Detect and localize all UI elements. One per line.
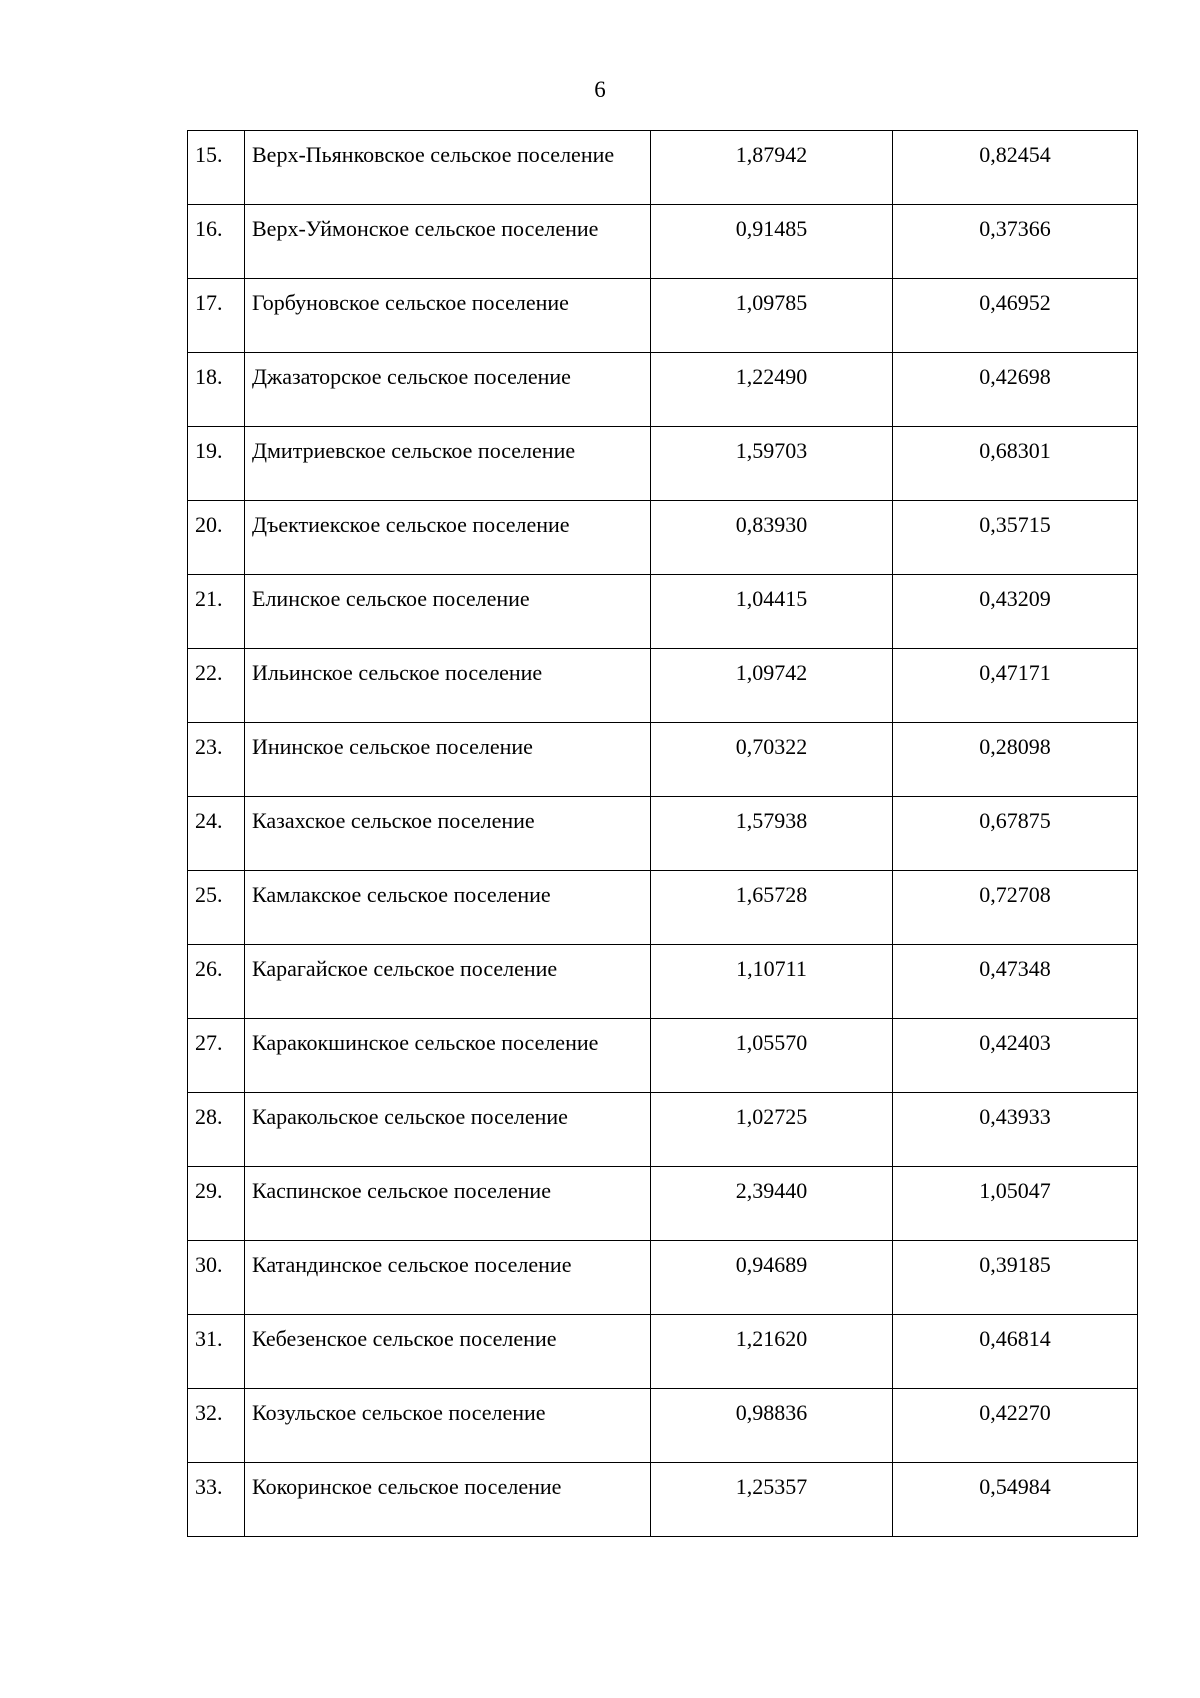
table-row [188,797,1138,871]
table-row [188,575,1138,649]
value-1-cell: 0,91485 [651,205,893,279]
value-2-cell: 0,46952 [893,279,1138,353]
settlement-name-cell: Горбуновское сельское поселение [245,279,651,353]
value-1-cell: 1,59703 [651,427,893,501]
value-2-cell: 0,82454 [893,131,1138,205]
row-number-cell: 29. [188,1167,245,1241]
value-2-cell: 0,68301 [893,427,1138,501]
table-row [188,353,1138,427]
value-2-cell: 0,46814 [893,1315,1138,1389]
value-1-cell: 0,98836 [651,1389,893,1463]
row-number-cell: 32. [188,1389,245,1463]
table-row [188,427,1138,501]
row-number-cell: 20. [188,501,245,575]
value-1-cell: 1,09785 [651,279,893,353]
value-1-cell: 2,39440 [651,1167,893,1241]
value-1-cell: 1,05570 [651,1019,893,1093]
settlement-name-cell: Елинское сельское поселение [245,575,651,649]
settlement-name-cell: Ининское сельское поселение [245,723,651,797]
value-1-cell: 1,21620 [651,1315,893,1389]
value-2-cell: 0,54984 [893,1463,1138,1537]
page-number: 6 [594,77,606,102]
value-1-cell: 1,87942 [651,131,893,205]
table-row [188,1167,1138,1241]
table-row [188,279,1138,353]
settlement-name-cell: Камлакское сельское поселение [245,871,651,945]
settlement-name-cell: Джазаторское сельское поселение [245,353,651,427]
settlement-name-cell: Катандинское сельское поселение [245,1241,651,1315]
row-number-cell: 16. [188,205,245,279]
row-number-cell: 18. [188,353,245,427]
table-row [188,1315,1138,1389]
value-1-cell: 0,70322 [651,723,893,797]
value-1-cell: 1,65728 [651,871,893,945]
row-number-cell: 17. [188,279,245,353]
value-2-cell: 0,42403 [893,1019,1138,1093]
table-body [188,131,1138,1537]
settlement-name-cell: Каракольское сельское поселение [245,1093,651,1167]
row-number-cell: 23. [188,723,245,797]
row-number-cell: 19. [188,427,245,501]
settlement-name-cell: Дмитриевское сельское поселение [245,427,651,501]
value-1-cell: 1,25357 [651,1463,893,1537]
settlement-name-cell: Козульское сельское поселение [245,1389,651,1463]
row-number-cell: 22. [188,649,245,723]
row-number-cell: 15. [188,131,245,205]
row-number-cell: 28. [188,1093,245,1167]
row-number-cell: 24. [188,797,245,871]
row-number-cell: 27. [188,1019,245,1093]
table-row [188,723,1138,797]
value-1-cell: 1,02725 [651,1093,893,1167]
row-number-cell: 25. [188,871,245,945]
value-1-cell: 0,94689 [651,1241,893,1315]
table-row [188,205,1138,279]
settlement-name-cell: Кокоринское сельское поселение [245,1463,651,1537]
table-row [188,1019,1138,1093]
value-2-cell: 0,67875 [893,797,1138,871]
data-table [187,130,1138,1537]
value-2-cell: 0,72708 [893,871,1138,945]
table-row [188,871,1138,945]
value-2-cell: 0,47348 [893,945,1138,1019]
table-row [188,649,1138,723]
table-row [188,1241,1138,1315]
value-2-cell: 0,43209 [893,575,1138,649]
settlement-name-cell: Ильинское сельское поселение [245,649,651,723]
value-2-cell: 1,05047 [893,1167,1138,1241]
value-1-cell: 0,83930 [651,501,893,575]
table-row [188,1463,1138,1537]
value-1-cell: 1,09742 [651,649,893,723]
row-number-cell: 21. [188,575,245,649]
value-2-cell: 0,39185 [893,1241,1138,1315]
value-1-cell: 1,22490 [651,353,893,427]
row-number-cell: 26. [188,945,245,1019]
settlement-name-cell: Дъектиекское сельское поселение [245,501,651,575]
settlement-name-cell: Казахское сельское поселение [245,797,651,871]
table-row [188,131,1138,205]
value-2-cell: 0,42698 [893,353,1138,427]
table-row [188,501,1138,575]
row-number-cell: 31. [188,1315,245,1389]
table-row [188,1389,1138,1463]
row-number-cell: 33. [188,1463,245,1537]
settlement-name-cell: Каспинское сельское поселение [245,1167,651,1241]
value-2-cell: 0,35715 [893,501,1138,575]
value-2-cell: 0,42270 [893,1389,1138,1463]
settlement-name-cell: Карагайское сельское поселение [245,945,651,1019]
value-2-cell: 0,43933 [893,1093,1138,1167]
value-2-cell: 0,37366 [893,205,1138,279]
table-row [188,1093,1138,1167]
value-2-cell: 0,28098 [893,723,1138,797]
value-1-cell: 1,04415 [651,575,893,649]
table-row [188,945,1138,1019]
row-number-cell: 30. [188,1241,245,1315]
settlement-name-cell: Кебезенское сельское поселение [245,1315,651,1389]
value-1-cell: 1,57938 [651,797,893,871]
value-1-cell: 1,10711 [651,945,893,1019]
settlement-name-cell: Каракокшинское сельское поселение [245,1019,651,1093]
settlement-name-cell: Верх-Уймонское сельское поселение [245,205,651,279]
settlement-name-cell: Верх-Пьянковское сельское поселение [245,131,651,205]
value-2-cell: 0,47171 [893,649,1138,723]
